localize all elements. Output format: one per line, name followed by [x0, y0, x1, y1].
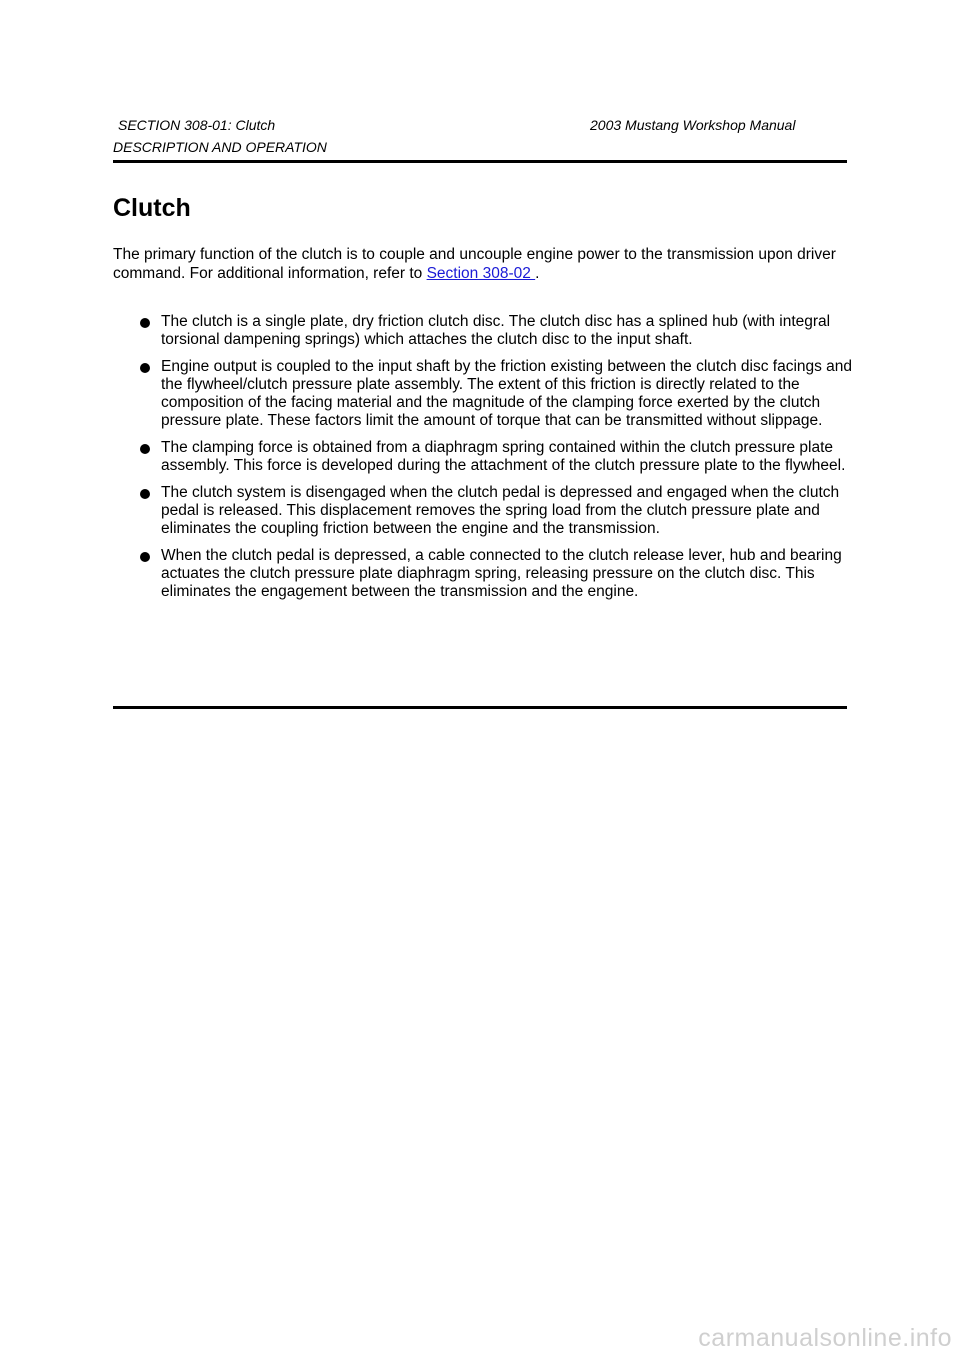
list-item — [113, 439, 853, 475]
intro-text-end: . — [535, 265, 540, 282]
section-title: SECTION 308-01: Clutch — [118, 117, 276, 133]
list-item-text: The clamping force is obtained from a diaphragm spring contained within the clutch pressure plate assembly. This force is developed during the attachment of the clutch pressure plate to the flywheel. — [161, 439, 846, 474]
list-item — [113, 484, 853, 538]
header-row — [113, 114, 847, 136]
bullet-icon — [140, 363, 150, 373]
subsection-title: DESCRIPTION AND OPERATION — [113, 139, 327, 155]
list-item-text: Engine output is coupled to the input shaft by the friction existing between the clutch disc facings and the flywheel/clutch pressure plate assembly. The extent of this friction is directly related to the composition of the facing material and the magnitude of the clamping force exerted by the clutch pressure plate. These factors limit the amount of torque that can be transmitted without slippage. — [161, 358, 853, 429]
bullet-icon — [140, 489, 150, 499]
watermark: carmanualsonline.info — [698, 1324, 952, 1352]
list-item-text: The clutch is a single plate, dry friction clutch disc. The clutch disc has a splined hub (with integral torsional dampening springs) which attaches the clutch disc to the input shaft. — [161, 313, 831, 348]
bullet-icon — [140, 318, 150, 328]
bullet-icon — [140, 444, 150, 454]
footer-divider — [113, 706, 847, 709]
list-item — [113, 358, 853, 430]
page-header — [113, 114, 847, 158]
list-item — [113, 313, 853, 349]
bullet-list — [113, 313, 853, 610]
list-item-text: The clutch system is disengaged when the clutch pedal is depressed and engaged when the clutch pedal is released. This displacement removes the spring load from the clutch pressure plate and eliminates the coupling friction between the engine and the transmission. — [161, 484, 840, 537]
intro-text: The primary function of the clutch is to couple and uncouple engine power to the transmission upon driver command. For additional information, refer to — [113, 246, 836, 282]
intro-paragraph — [113, 245, 853, 283]
header-divider — [113, 160, 847, 163]
list-item-text: When the clutch pedal is depressed, a cable connected to the clutch release lever, hub and bearing actuates the clutch pressure plate diaphragm spring, releasing pressure on the clutch disc. This eliminates the engagement between the transmission and the engine. — [161, 547, 842, 600]
section-308-02-link[interactable]: Section 308-02 — [426, 265, 536, 282]
manual-title: 2003 Mustang Workshop Manual — [590, 117, 796, 133]
bullet-icon — [140, 552, 150, 562]
list-item — [113, 547, 853, 601]
page-title: Clutch — [113, 194, 191, 222]
